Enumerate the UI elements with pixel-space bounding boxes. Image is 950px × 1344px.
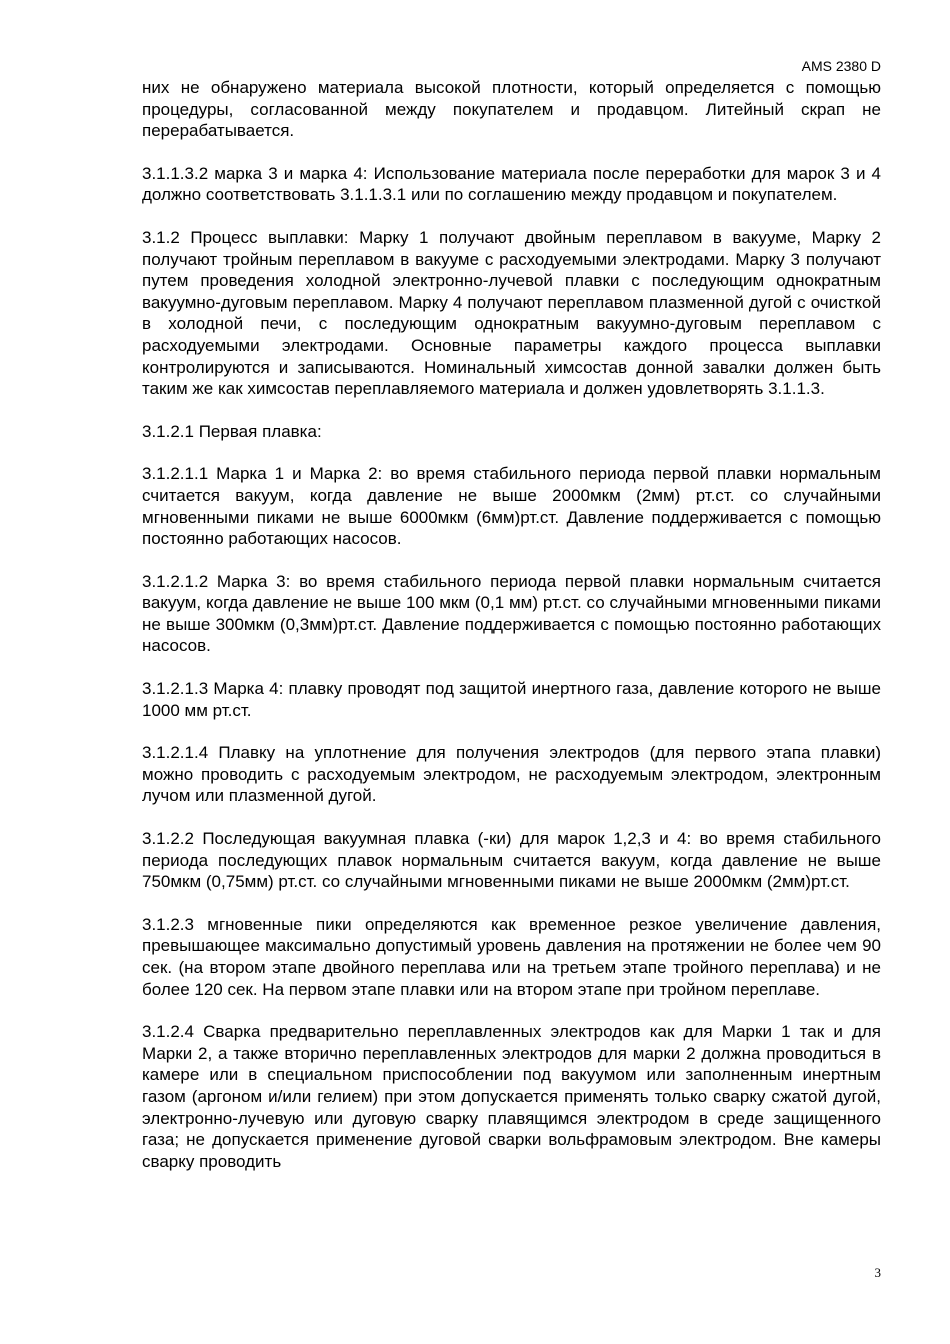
paragraph-3-1-2-4: 3.1.2.4 Сварка предварительно переплавленных электродов как для Марки 1 так и для Марки 2, а также вторично переплавленных электродов для марки 2 должна проводиться в камере или в специальном приспособлении под вакуумом или заполненным инертным газом (аргоном и/или гелием) при этом допускается применять только сварку сжатой дугой, электронно-лучевую или дуговую сварку плавящимся электродом в среде защищенного газа; не допускается применение дуговой сварки вольфрамовым электродом. Вне камеры сварку проводить: [142, 1022, 881, 1171]
paragraph-3-1-2: 3.1.2 Процесс выплавки: Марку 1 получают двойным переплавом в вакууме, Марку 2 получают тройным переплавом в вакууме с расходуемыми электродами. Марку 3 получают путем проведения холодной электронно-лучевой плавки с последующим однократным вакуумно-дуговым переплавом. Марку 4 получают переплавом плазменной дугой с очисткой в холодной печи, с последующим однократным вакуумно-дуговым переплавом с расходуемыми электродами. Основные параметры каждого процесса выплавки контролируются и записываются. Номинальный химсостав донной завалки должен быть таким же как химсостав переплавляемого материала и должен удовлетворять 3.1.1.3.: [142, 227, 881, 399]
paragraph-3-1-2-2: 3.1.2.2 Последующая вакуумная плавка (-ки) для марок 1,2,3 и 4: во время стабильного периода последующих плавок нормальным считается вакуум, когда давление не выше 750мкм (0,75мм) рт.ст. со случайными мгновенными пиками не выше 2000мкм (2мм)рт.ст.: [142, 829, 881, 892]
paragraph-3-1-2-1-3: 3.1.2.1.3 Марка 4: плавку проводят под защитой инертного газа, давление которого не выше 1000 мм рт.ст.: [142, 679, 881, 720]
paragraph-3-1-1-3-2: 3.1.1.3.2 марка 3 и марка 4: Использование материала после переработки для марок 3 и 4 должно соответствовать 3.1.1.3.1 или по соглашению между продавцом и покупателем.: [142, 163, 881, 205]
paragraph-3-1-2-1: 3.1.2.1 Первая плавка:: [142, 421, 322, 441]
paragraph-3-1-2-1-4: 3.1.2.1.4 Плавку на уплотнение для получения электродов (для первого этапа плавки) можно проводить с расходуемым электродом, не расходуемым электродом, электронным лучом или плазменной дугой.: [142, 743, 881, 806]
paragraph-3-1-2-1-2: 3.1.2.1.2 Марка 3: во время стабильного периода первой плавки нормальным считается вакуум, когда давление не выше 100 мкм (0,1 мм) рт.ст. со случайными мгновенными пиками не выше 300мкм (0,3мм)рт.ст. Давление поддерживается с помощью постоянно работающих насосов.: [142, 571, 881, 656]
document-body: [142, 77, 881, 1193]
page-number: 3: [874, 1265, 881, 1280]
paragraph-3-1-2-1-1: 3.1.2.1.1 Марка 1 и Марка 2: во время стабильного периода первой плавки нормальным считается вакуум, когда давление не выше 2000мкм (2мм) рт.ст. со случайными мгновенными пиками не выше 6000мкм (6мм)рт.ст. Давление поддерживается с помощью постоянно работающих насосов.: [142, 464, 881, 549]
paragraph-continuation: них не обнаружено материала высокой плотности, который определяется с помощью процедуры, согласованной между покупателем и продавцом. Литейный скрап не перерабатывается.: [142, 78, 881, 141]
paragraph-3-1-2-3: 3.1.2.3 мгновенные пики определяются как временное резкое увеличение давления, превышающее максимально допустимый уровень давления на протяжении не более чем 90 сек. (на втором этапе двойного переплава или на третьем этапе тройного переплава) и не более 120 сек. На первом этапе плавки или на втором этапе при тройном переплаве.: [142, 914, 881, 999]
document-code: AMS 2380 D: [801, 58, 881, 74]
